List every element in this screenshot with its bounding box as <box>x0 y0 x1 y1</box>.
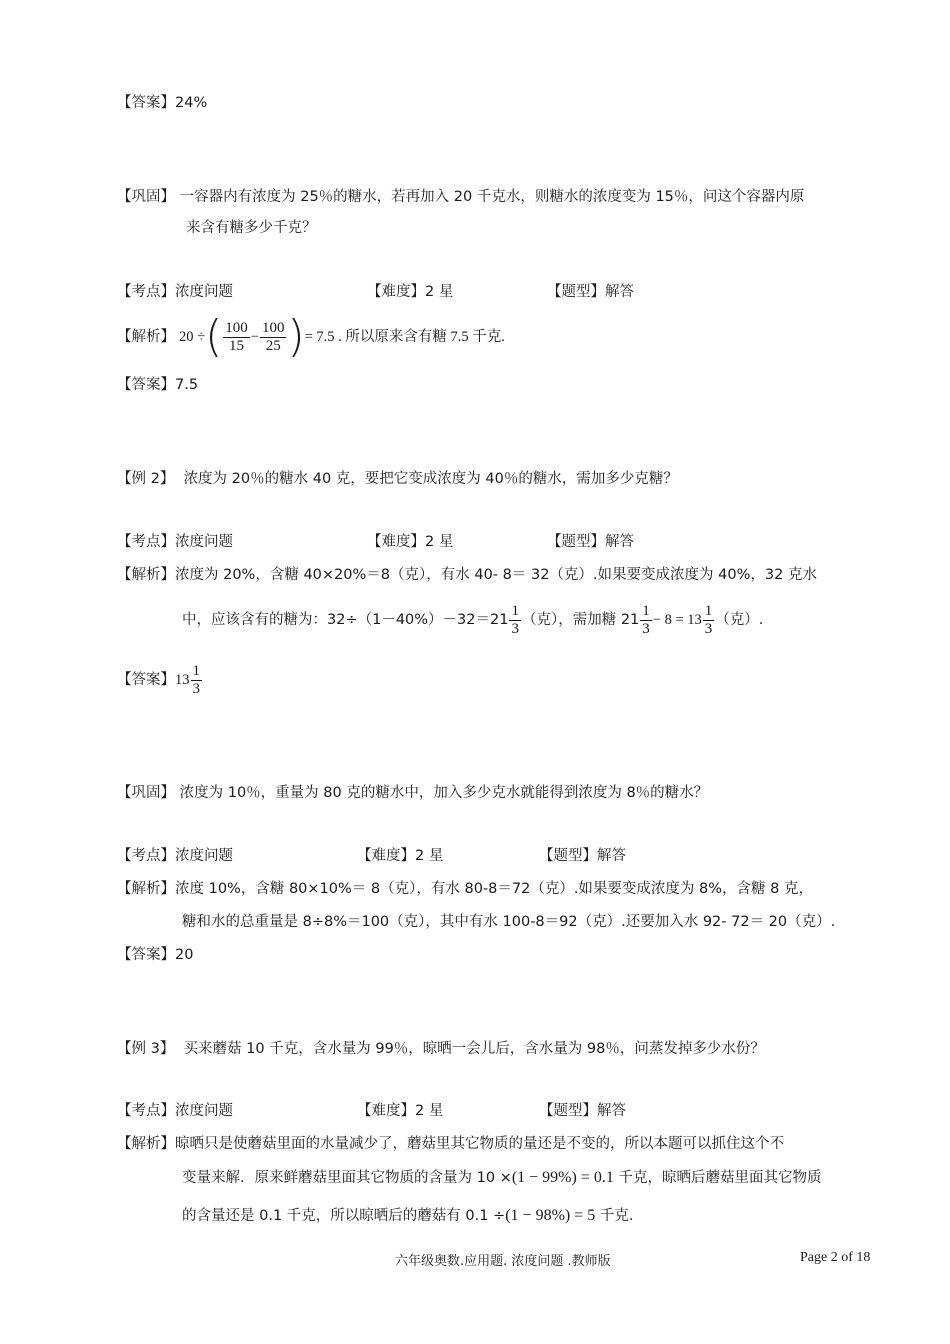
kaodian: 【考点】浓度问题 <box>117 1103 233 1119</box>
question-text-line2: 来含有糖多少千克？ <box>186 220 317 236</box>
answer-label: 【答案】 <box>117 947 175 963</box>
tixing: 【题型】解答 <box>547 534 634 550</box>
fraction: $\frac{1}{3}$ <box>642 602 650 637</box>
fraction: $\frac{1}{3}$ <box>192 662 200 697</box>
question-row <box>117 783 708 803</box>
analysis-line2: 糖和水的总重量是 8÷8%＝100（克），其中有水 100-8＝92（克）.还要加入水 92- 72＝ 20（克）. <box>182 914 836 930</box>
answer-row <box>117 658 203 702</box>
analysis-line3: 的含量还是 0.1 千克，所以晾晒后的蘑菇有 0.1 ÷(1 − 98%) = 5 千克. <box>182 1207 634 1224</box>
math-expr: (1 − 99%) = 0.1 <box>511 1169 614 1186</box>
answer-value: 24% <box>175 95 208 111</box>
question-text: 一容器内有浓度为 25％的糖水，若再加入 20 千克水，则糖水的浓度变为 15％，问这个容器内原 <box>179 189 805 205</box>
analysis-row <box>117 311 505 362</box>
question-row <box>117 1039 765 1059</box>
question-text: 买来蘑菇 10 千克，含水量为 99％，晾晒一会儿后，含水量为 98％，问蒸发掉多少水份？ <box>183 1041 765 1057</box>
footer-title: 六年级奥数.应用题. 浓度问题 .教师版 <box>395 1254 611 1269</box>
answer-row <box>117 375 198 395</box>
question-label: 【巩固】 <box>117 785 175 801</box>
answer-value: 13 <box>175 672 190 688</box>
right-paren: ) <box>287 311 305 362</box>
expr-start: 20 ÷ <box>179 329 206 345</box>
minus-sign: − <box>250 329 259 345</box>
analysis-label: 【解析】 <box>117 1136 175 1152</box>
fraction: $\frac{100}{15}$ <box>225 319 248 354</box>
analysis-row <box>117 1134 784 1154</box>
analysis-row <box>117 879 813 899</box>
fraction: $\frac{1}{3}$ <box>704 602 713 637</box>
nandu: 【难度】2 星 <box>357 848 444 864</box>
analysis-label: 【解析】 <box>117 329 175 345</box>
analysis-text: 晾晒只是使蘑菇里面的水量减少了，蘑菇里其它物质的量还是不变的，所以本题可以抓住这个不 <box>175 1136 784 1152</box>
question-text: 浓度为 10％，重量为 80 克的糖水中，加入多少克水就能得到浓度为 8％的糖水？ <box>179 785 709 801</box>
nandu: 【难度】2 星 <box>367 284 454 300</box>
answer-value: 7.5 <box>175 377 199 393</box>
answer-row <box>117 945 193 965</box>
nandu: 【难度】2 星 <box>357 1103 444 1119</box>
left-paren: ( <box>205 311 223 362</box>
tixing: 【题型】解答 <box>539 848 626 864</box>
kaodian: 【考点】浓度问题 <box>117 848 233 864</box>
math-expr: (1 − 98%) = 5 <box>505 1207 596 1224</box>
answer-label: 【答案】 <box>117 672 175 688</box>
question-label: 【例 3】 <box>117 1041 175 1057</box>
expr-end: = 7.5 . 所以原来含有糖 7.5 千克. <box>304 329 505 345</box>
tixing: 【题型】解答 <box>547 284 634 300</box>
analysis-text: 浓度为 20%，含糖 40×20%＝8（克），有水 40- 8＝ 32（克）.如果要变成浓度为 40%，32 克水 <box>175 567 817 583</box>
answer-label: 【答案】 <box>117 377 175 393</box>
fraction: $\frac{1}{3}$ <box>511 602 519 637</box>
analysis-text: 浓度 10%，含糖 80×10%＝ 8（克），有水 80-8＝72（克）.如果要变成浓度为 8%，含糖 8 克， <box>175 881 813 897</box>
answer-row <box>117 93 207 113</box>
question-row <box>117 469 678 489</box>
analysis-label: 【解析】 <box>117 567 175 583</box>
page-number: Page 2 of 18 <box>800 1250 871 1265</box>
nandu: 【难度】2 星 <box>367 534 454 550</box>
analysis-label: 【解析】 <box>117 881 175 897</box>
question-label: 【巩固】 <box>117 189 175 205</box>
analysis-line2: 变量来解．原来鲜蘑菇里面其它物质的含量为 10 ×(1 − 99%) = 0.1 千克，晾晒后蘑菇里面其它物质 <box>182 1169 822 1186</box>
kaodian: 【考点】浓度问题 <box>117 284 233 300</box>
question-row <box>117 187 804 207</box>
tixing: 【题型】解答 <box>539 1103 626 1119</box>
analysis-line2: 中，应该含有的糖为：32÷（1－40%）－32＝21 $\frac{1}{3}$ （克），需加糖 21 $\frac{1}{3}$ − 8 = 13 $\frac{1}{3}$ （克）. <box>182 602 764 637</box>
analysis-row <box>117 565 817 585</box>
question-label: 【例 2】 <box>117 471 175 487</box>
question-text: 浓度为 20％的糖水 40 克，要把它变成浓度为 40％的糖水，需加多少克糖？ <box>183 471 678 487</box>
kaodian: 【考点】浓度问题 <box>117 534 233 550</box>
answer-value: 20 <box>175 947 194 963</box>
fraction: $\frac{100}{25}$ <box>261 319 285 354</box>
answer-label: 【答案】 <box>117 95 175 111</box>
